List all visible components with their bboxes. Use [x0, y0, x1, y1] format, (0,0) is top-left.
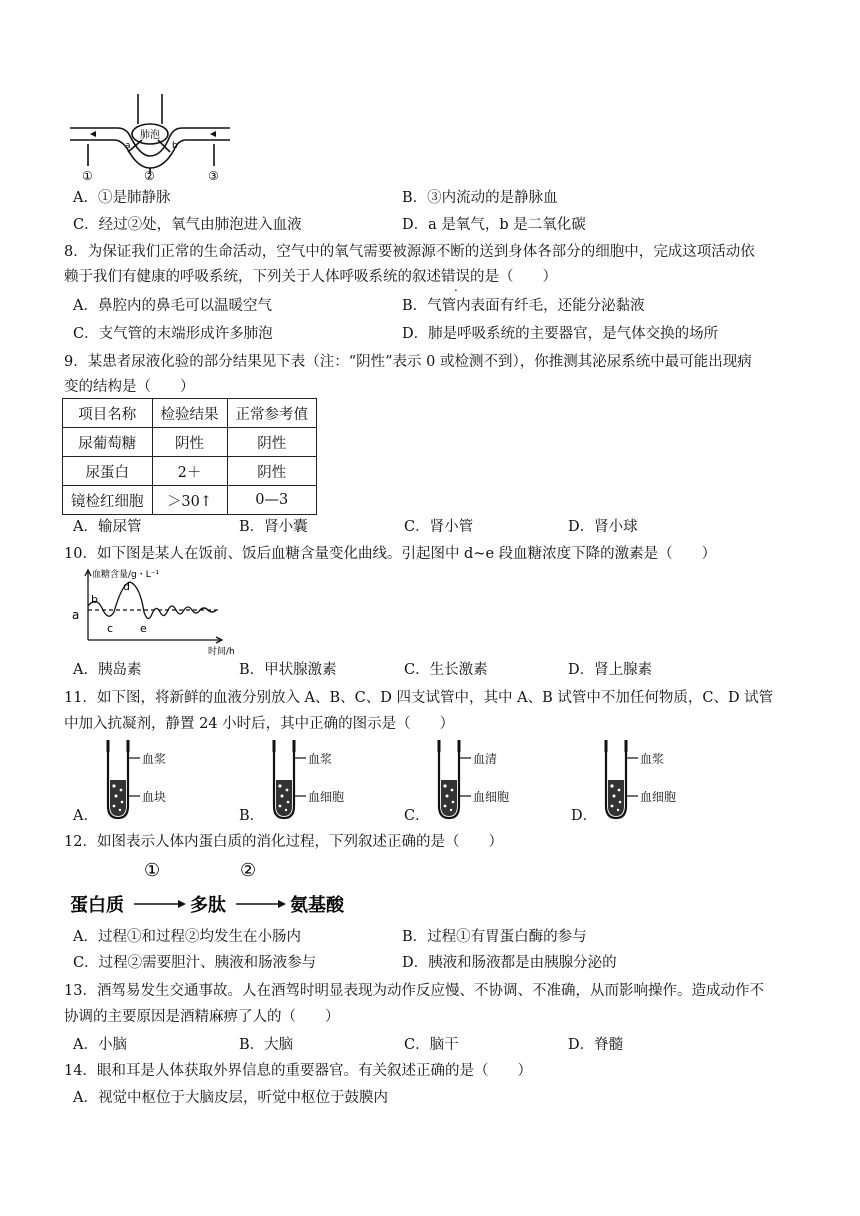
tube-option-letter: D．: [571, 808, 598, 824]
tube-top-layer-label: 血浆: [142, 752, 167, 766]
test-tube-option[interactable]: [70, 738, 210, 824]
tube-top-layer-label: 血浆: [640, 752, 665, 766]
q12-option-c[interactable]: C．过程②需要胆汁、胰液和肠液参与: [73, 955, 317, 971]
label-3: ③: [208, 169, 219, 183]
graph-label-e: e: [140, 622, 147, 635]
q9-stem-line1: 9．某患者尿液化验的部分结果见下表（注：“阴性”表示 0 或检测不到），你推测其泌尿系统中最可能出现病: [64, 354, 752, 370]
q13-stem-line2: 协调的主要原因是酒精麻痹了人的（ ）: [64, 1009, 340, 1025]
table-cell: 阴性: [227, 457, 317, 486]
protein-digestion-diagram: [70, 856, 360, 922]
graph-label-b: b: [91, 593, 98, 606]
graph-label-d: d: [123, 580, 130, 593]
q13-option-a[interactable]: A．小脑: [73, 1037, 127, 1053]
table-cell: ＞30↑: [152, 486, 227, 515]
test-tube-icon: [588, 738, 648, 824]
q9-option-b[interactable]: B．肾小囊: [239, 519, 308, 535]
tube-bottom-layer-label: 血细胞: [640, 790, 677, 804]
label-2: ②: [144, 169, 155, 183]
test-tube-icon: [256, 738, 316, 824]
q11-stem-line2: 中加入抗凝剂，静置 24 小时后，其中正确的图示是（ ）: [64, 716, 455, 732]
table-cell: 项目名称: [63, 399, 153, 428]
q10-option-a[interactable]: A．胰岛素: [73, 662, 142, 678]
tube-bottom-layer-label: 血细胞: [473, 790, 510, 804]
q8-stem-line1: 8．为保证我们正常的生命活动，空气中的氧气需要被源源不断的送到身体各部分的细胞中，完成这项活动依: [64, 244, 755, 260]
q9-option-d[interactable]: D．肾小球: [568, 519, 638, 535]
table-cell: 2＋: [152, 457, 227, 486]
q10-option-b[interactable]: B．甲状腺激素: [239, 662, 337, 678]
q14-stem: 14．眼和耳是人体获取外界信息的重要器官。有关叙述正确的是（ ）: [64, 1063, 532, 1079]
table-row: [63, 399, 317, 428]
q13-option-d[interactable]: D．脊髓: [568, 1037, 624, 1053]
urine-test-table: [62, 398, 317, 515]
table-cell: 0—3: [227, 486, 317, 515]
tube-bottom-layer-label: 血细胞: [308, 790, 345, 804]
table-cell: 尿葡萄糖: [63, 428, 153, 457]
test-tube-option[interactable]: [568, 738, 708, 824]
q10-option-c[interactable]: C．生长激素: [404, 662, 488, 678]
table-cell: 阴性: [152, 428, 227, 457]
process-2-label: ②: [240, 860, 257, 881]
q8-option-b[interactable]: B．气管内表面有纤毛，还能分泌黏液: [402, 298, 645, 314]
table-cell: 正常参考值: [227, 399, 317, 428]
q8-option-c[interactable]: C．支气管的末端形成许多肺泡: [73, 326, 273, 342]
polypeptide-label: 多肽: [190, 895, 226, 916]
table-cell: 阴性: [227, 428, 317, 457]
tube-bottom-layer-label: 血块: [142, 790, 167, 804]
table-row: [63, 428, 317, 457]
process-1-label: ①: [144, 860, 161, 881]
q9-option-c[interactable]: C．肾小管: [404, 519, 474, 535]
q7-option-d[interactable]: D．a 是氧气，b 是二氧化碳: [402, 217, 586, 233]
tube-option-letter: B．: [239, 808, 265, 824]
protein-label: 蛋白质: [70, 895, 124, 916]
q12-option-b[interactable]: B．过程①有胃蛋白酶的参与: [402, 929, 587, 945]
q13-option-b[interactable]: B．大脑: [239, 1037, 294, 1053]
q8-stem-line2: 赖于我们有健康的呼吸系统，下列关于人体呼吸系统的叙述错误的是（ ）: [64, 269, 557, 285]
q8-option-a[interactable]: A．鼻腔内的鼻毛可以温暖空气: [73, 298, 272, 314]
q14-option-a[interactable]: A．视觉中枢位于大脑皮层，听觉中枢位于鼓膜内: [73, 1090, 388, 1106]
graph-label-c: c: [107, 622, 114, 635]
q7-option-b[interactable]: B．③内流动的是静脉血: [402, 190, 558, 206]
q7-option-c[interactable]: C．经过②处，氧气由肺泡进入血液: [73, 217, 302, 233]
tube-option-letter: A．: [73, 808, 98, 824]
alveolus-label: 肺泡: [140, 130, 160, 141]
q10-option-d[interactable]: D．肾上腺素: [568, 662, 653, 678]
label-b: b: [172, 141, 178, 151]
amino-acid-label: 氨基酸: [290, 895, 344, 916]
blood-sugar-graph: [68, 566, 268, 658]
q12-option-a[interactable]: A．过程①和过程②均发生在小肠内: [73, 929, 301, 945]
q8-option-d[interactable]: D．肺是呼吸系统的主要器官，是气体交换的场所: [402, 326, 719, 342]
label-1: ①: [82, 169, 93, 183]
q11-stem-line1: 11．如下图，将新鲜的血液分别放入 A、B、C、D 四支试管中，其中 A、B 试管中不加任何物质，C、D 试管: [64, 690, 774, 706]
table-cell: 尿蛋白: [63, 457, 153, 486]
table-row: [63, 486, 317, 515]
q9-stem-line2: 变的结构是（ ）: [64, 379, 195, 395]
tube-option-letter: C．: [404, 808, 430, 824]
q9-option-a[interactable]: A．输尿管: [73, 519, 142, 535]
test-tube-option[interactable]: [236, 738, 376, 824]
graph-label-a: a: [72, 608, 80, 622]
q13-stem-line1: 13．酒驾易发生交通事故。人在酒驾时明显表现为动作反应慢、不协调、不准确，从而影响操作。造成动作不: [64, 983, 764, 999]
graph-ylabel: 血糖含量/g・L⁻¹: [92, 570, 160, 580]
test-tube-icon: [421, 738, 481, 824]
label-a: a: [125, 141, 131, 151]
tube-top-layer-label: 血清: [473, 752, 498, 766]
table-cell: 检验结果: [152, 399, 227, 428]
alveolus-diagram: [70, 94, 230, 184]
test-tube-icon: [90, 738, 150, 824]
q13-option-c[interactable]: C．脑干: [404, 1037, 459, 1053]
q12-stem: 12．如图表示人体内蛋白质的消化过程，下列叙述正确的是（ ）: [64, 834, 503, 850]
tube-top-layer-label: 血浆: [308, 752, 333, 766]
table-row: [63, 457, 317, 486]
graph-xlabel: 时间/h: [208, 647, 235, 657]
q10-stem: 10．如下图是某人在饭前、饭后血糖含量变化曲线。引起图中 d~e 段血糖浓度下降的激素是（ ）: [64, 546, 717, 562]
q8-emphasis: 错误: [441, 269, 470, 285]
q12-option-d[interactable]: D．胰液和肠液都是由胰腺分泌的: [402, 955, 617, 971]
test-tube-option[interactable]: [401, 738, 541, 824]
q7-option-a[interactable]: A．①是肺静脉: [73, 190, 171, 206]
table-cell: 镜检红细胞: [63, 486, 153, 515]
